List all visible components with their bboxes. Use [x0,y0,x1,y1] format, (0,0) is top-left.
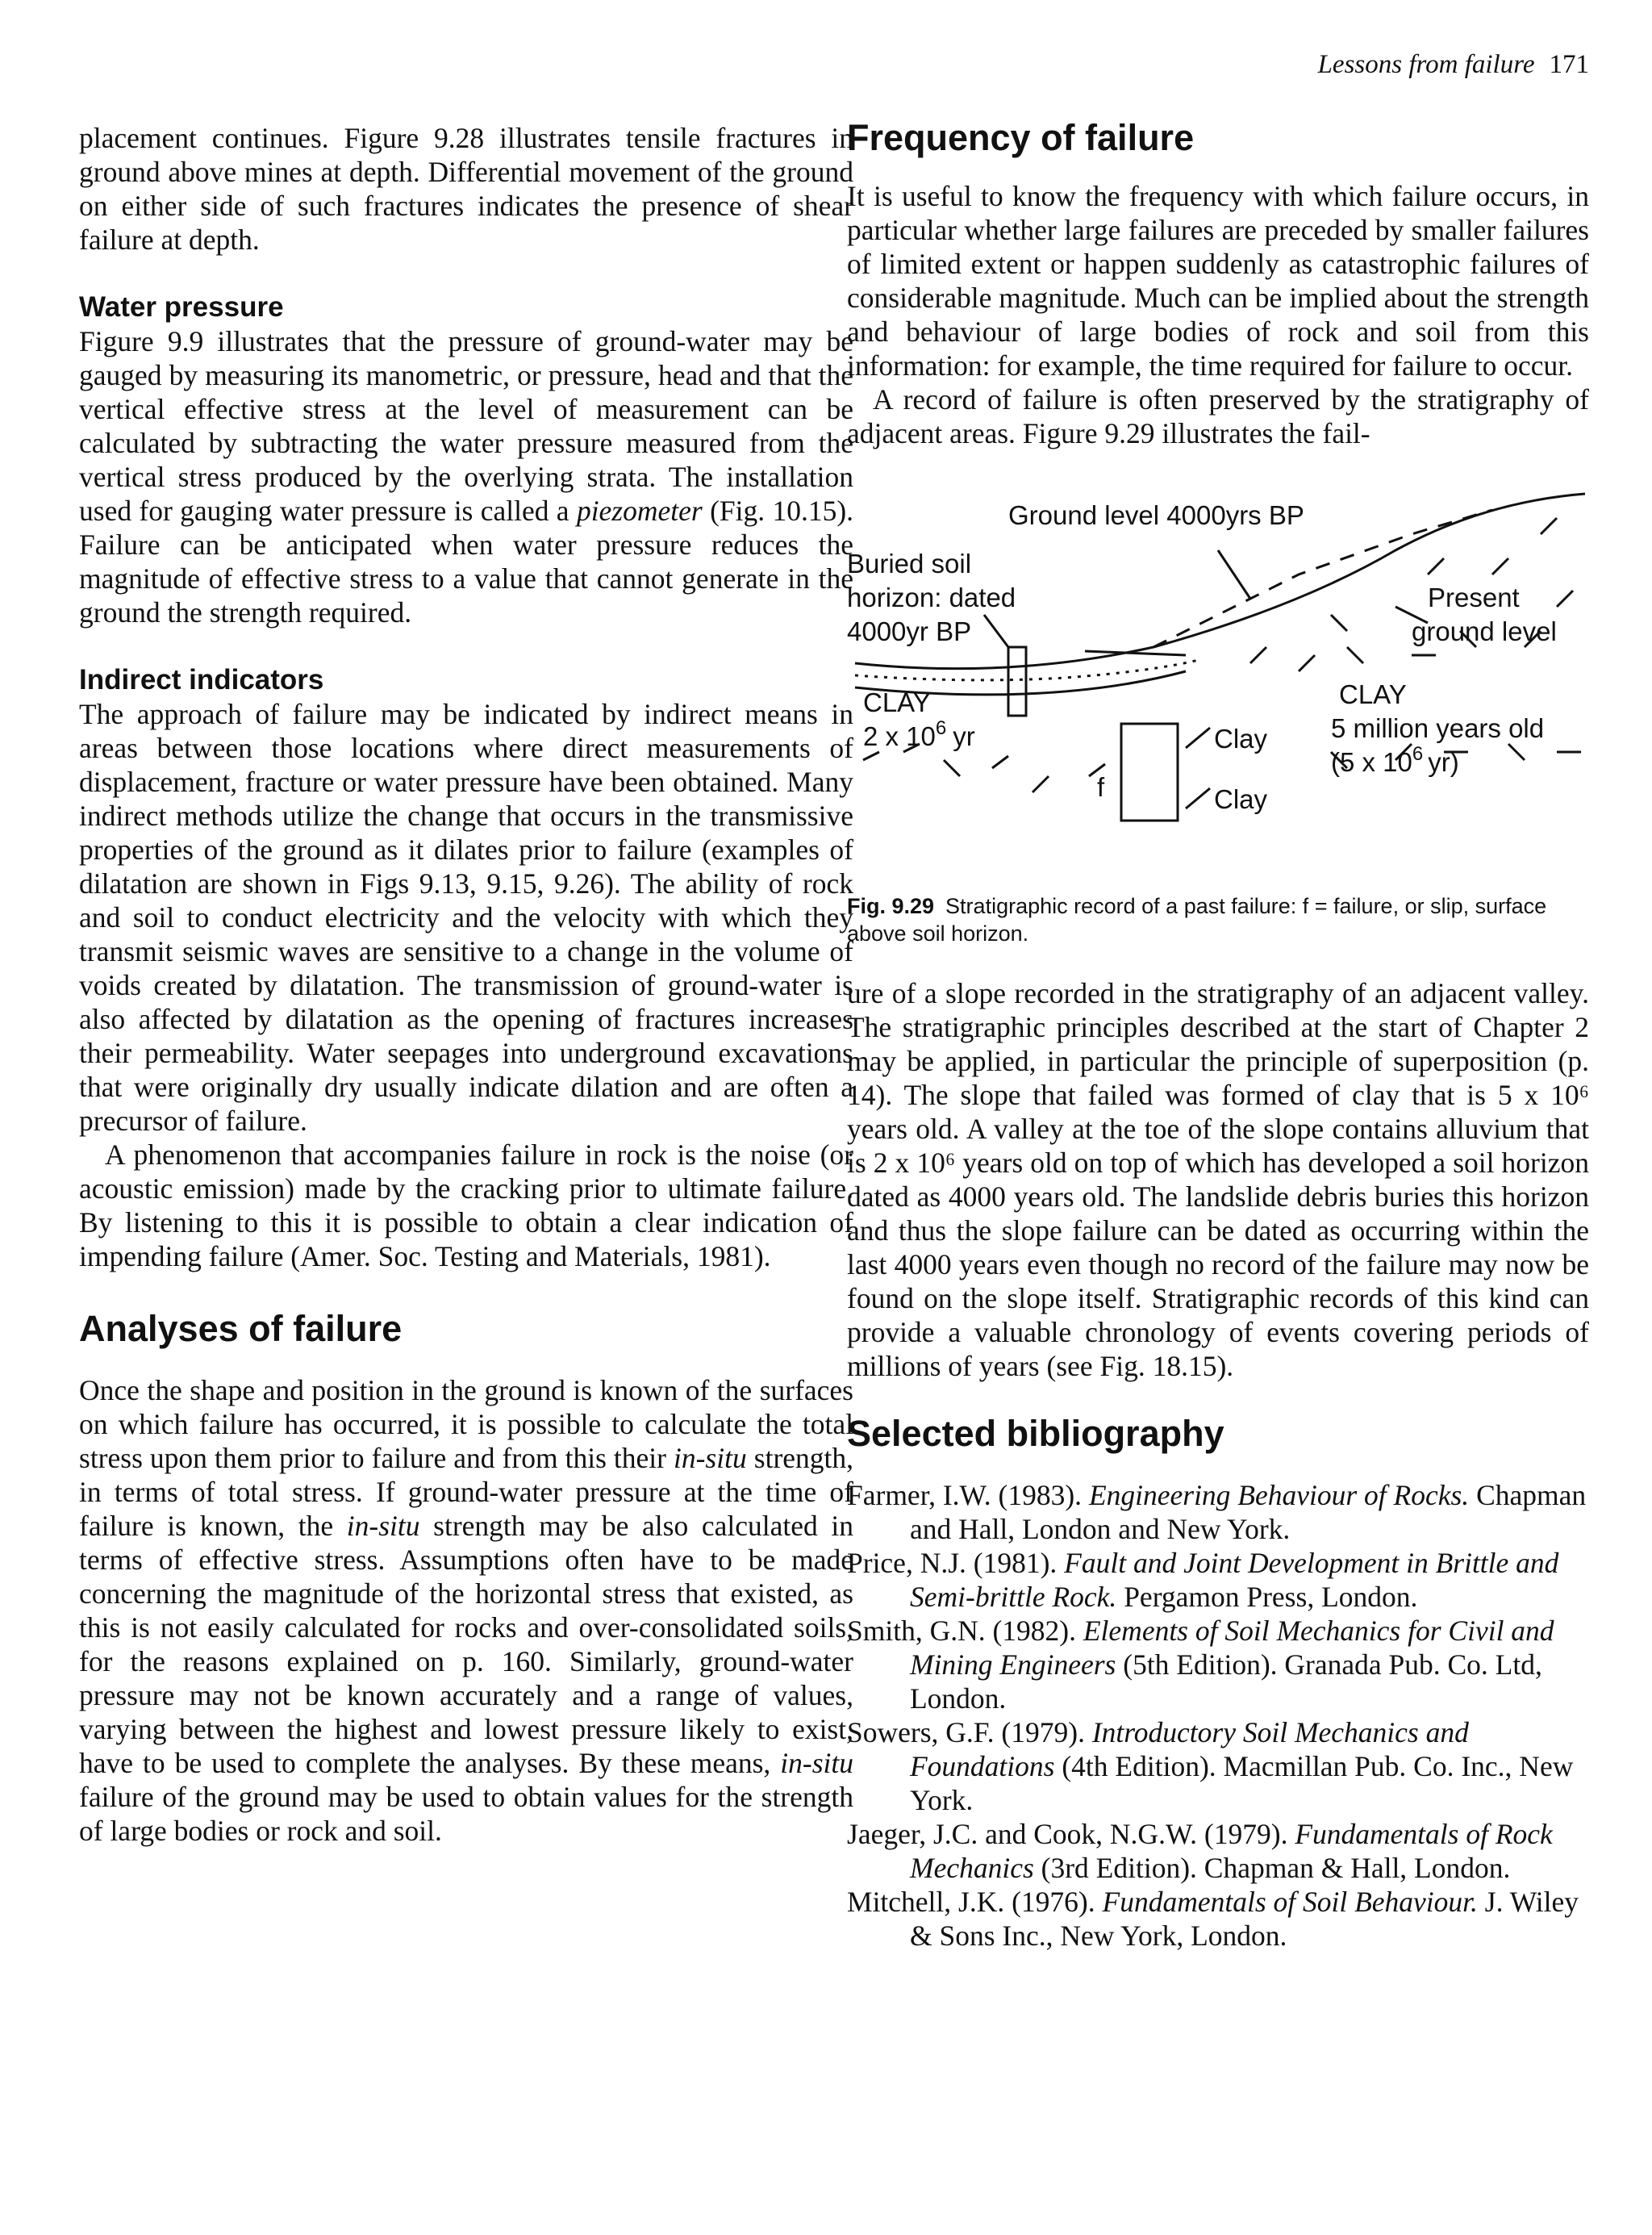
running-head [1318,50,1589,80]
bib-publisher: (3rd Edition). Chapman & Hall, London. [1041,1852,1511,1884]
in-situ-term: in-situ [346,1510,420,1542]
borehole-upper [1008,647,1026,716]
label-clay-left-age-unit: yr [953,721,975,751]
label-clay-upper: Clay [1214,724,1268,754]
water-pressure-paragraph [79,324,853,629]
figure-caption [847,892,1589,947]
right-column [847,117,1589,1953]
analyses-heading: Analyses of failure [79,1308,403,1349]
bib-publisher: J. Wiley & Sons Inc., New York, London. [910,1886,1579,1952]
water-pressure-heading: Water pressure [79,291,284,323]
label-ground-level-4000: Ground level 4000yrs BP [1008,500,1304,530]
bibliography-entry [847,1715,1589,1817]
label-buried-soil-3: 4000yr BP [847,616,972,646]
label-present-2: ground level [1412,616,1557,646]
in-situ-term: in-situ [780,1747,854,1779]
bibliography-heading: Selected bibliography [847,1413,1224,1454]
frequency-heading: Frequency of failure [847,117,1195,158]
page-number: 171 [1549,50,1589,79]
bib-publisher: (5th Edition). Granada Pub. Co. Ltd, London. [910,1648,1542,1715]
analyses-text-1: Once the shape and position in the ground is known of the surfaces on which failure has occurred, it is possible to calculate the total stress upon them prior to failure and from this their [79,1374,853,1474]
bibliography-entry [847,1885,1589,1953]
continuation-paragraph: ure of a slope recorded in the stratigraphy of an adjacent valley. The stratigraphic principles described at the start of Chapter 2 may be applied, in particular the principle of superposition (p. 14). The slope that failed was formed of clay that is 5 x 10⁶ years old. A valley at the toe of the slope contains alluvium that is 2 x 10⁶ years old on top of which has developed a soil horizon dated as 4000 years old. The landslide debris buries this horizon and thus the slope failure can be dated as occurring within the last 4000 years even though no record of the failure may now be found on the slope itself. Stratigraphic records of this kind can provide a valuable chronology of events covering periods of millions of years (see Fig. 18.15). [847,977,1589,1382]
bib-title: Introductory Soil Mechanics and Foundations [910,1716,1469,1782]
label-clay-left-age [863,717,975,751]
figure-caption-text: Stratigraphic record of a past failure: f = failure, or slip, surface above soil horizon. [847,894,1547,946]
bib-author: Smith, G.N. (1982). [847,1615,1076,1647]
frequency-paragraph-1: It is useful to know the frequency with which failure occurs, in particular whether large failures are preceded by smaller failures of limited extent or happen suddenly as catastrophic failures of considerable magnitude. Much can be implied about the strength and behaviour of large bodies of rock and soil from this information: for example, the time required for failure to occur. [847,180,1589,382]
bib-publisher: (4th Edition). Macmillan Pub. Co. Inc., New York. [910,1750,1574,1816]
arrow-clay-upper [1186,728,1210,748]
arrow-soil-horizon [984,615,1008,647]
water-text-2: (Fig. 10.15). Failure can be anticipated when water pressure reduces the magnitude of effective stress to a value that cannot generate in the ground the strength required. [79,495,854,629]
label-f: f [1097,772,1105,802]
arrow-clay-lower [1186,788,1210,808]
borehole-lower [1121,724,1178,821]
water-text-1: Figure 9.9 illustrates that the pressure of ground-water may be gauged by measuring its manometric, or pressure, head and that the vertical effective stress at the level of measurement can be calculated by subtracting the water pressure measured from the vertical stress produced by the overlying strata. The installation used for gauging water pressure is called a [79,325,853,527]
bib-author: Jaeger, J.C. and Cook, N.G.W. (1979). [847,1818,1288,1850]
stratigraphy-diagram [847,486,1589,889]
bib-publisher: Chapman and Hall, London and New York. [910,1479,1587,1545]
bib-title: Fault and Joint Development in Brittle and Semi-brittle Rock. [910,1547,1559,1613]
label-present-1: Present [1428,583,1520,612]
bibliography-entry [847,1478,1589,1546]
bib-publisher: Pergamon Press, London. [1124,1581,1418,1613]
bib-title: Elements of Soil Mechanics for Civil and Mining Engineers [910,1615,1554,1681]
analyses-text-2: strength, in terms of total stress. If ground-water pressure at the time of failure is known, the [79,1442,854,1542]
running-head-title: Lessons from failure [1317,50,1535,79]
figure-number: Fig. 9.29 [847,894,935,918]
bib-title: Engineering Behaviour of Rocks. [1088,1479,1470,1511]
indirect-paragraph-2: A phenomenon that accompanies failure in rock is the noise (or acoustic emission) made by the cracking prior to ultimate failure. By listening to this it is possible to obtain a clear indication of impending failure (Amer. Soc. Testing and Materials, 1981). [79,1138,853,1272]
label-clay-right-age-2a: (5 x 10 [1331,747,1412,777]
frequency-paragraph-2: A record of failure is often preserved by the stratigraphy of adjacent areas. Figure 9.29 illustrates the fail- [847,383,1589,449]
label-clay-left: CLAY [863,687,931,717]
analyses-text-3: strength may be also calculated in terms of effective stress. Assumptions often have to be made concerning the magnitude of the horizontal stress that existed, as this is not easily calculated for rocks and over-consolidated soils, for the reasons explained on p. 160. Similarly, ground-water pressure may not be known accurately and a range of values, varying between the highest and lowest pressure likely to exist, have to be used to complete the analyses. By these means, [79,1510,854,1779]
bib-author: Mitchell, J.K. (1976). [847,1886,1095,1918]
bibliography-list [847,1478,1589,1953]
indirect-paragraph-1: The approach of failure may be indicated by indirect means in areas between those locations where direct measurements of displacement, fracture or water pressure have been obtained. Many indirect methods utilize the change that occurs in the transmissive properties of the ground as it dilates prior to failure (examples of dilatation are shown in Figs 9.13, 9.15, 9.26). The ability of rock and soil to conduct electricity and the velocity with which they transmit seismic waves are sensitive to a change in the volume of voids created by dilatation. The transmission of ground-water is also affected by dilatation as the opening of fractures increases their permeability. Water seepages into underground excavations that were originally dry usually indicate dilation and are often a precursor of failure. [79,698,853,1137]
label-buried-soil-1: Buried soil [847,549,972,579]
analyses-text-4: failure of the ground may be used to obtain values for the strength of large bodies or rock and soil. [79,1781,853,1847]
bib-author: Price, N.J. (1981). [847,1547,1058,1579]
indirect-indicators-heading: Indirect indicators [79,664,324,696]
left-column [79,121,853,1848]
bib-author: Sowers, G.F. (1979). [847,1716,1085,1748]
bib-title: Fundamentals of Rock Mechanics [910,1818,1553,1884]
label-clay-right-age-2exp: 6 [1412,743,1424,765]
figure-9-29 [847,486,1589,889]
arrow-ground-level [1218,550,1250,599]
label-clay-lower: Clay [1214,784,1268,814]
buried-soil-horizon [855,659,1202,680]
label-clay-right: CLAY [1339,679,1407,709]
piezometer-term: piezometer [576,495,703,527]
analyses-paragraph [79,1373,853,1848]
label-clay-right-age-2 [1331,743,1459,777]
bibliography-entry [847,1546,1589,1614]
label-clay-right-age-2b: yr) [1428,747,1459,777]
bibliography-entry [847,1614,1589,1715]
in-situ-term: in-situ [674,1442,747,1474]
label-clay-left-age-exp: 6 [935,717,947,739]
label-buried-soil-2: horizon: dated [847,583,1016,612]
bib-title: Fundamentals of Soil Behaviour. [1102,1886,1478,1918]
bibliography-entry [847,1817,1589,1885]
label-clay-right-age-1: 5 million years old [1331,713,1545,743]
bib-author: Farmer, I.W. (1983). [847,1479,1083,1511]
label-clay-left-age-base: 2 x 10 [863,721,936,751]
intro-paragraph: placement continues. Figure 9.28 illustrates tensile fractures in ground above mines at depth. Differential movement of the ground on either side of such fractures indicates the presence of shear failure at depth. [79,122,853,256]
